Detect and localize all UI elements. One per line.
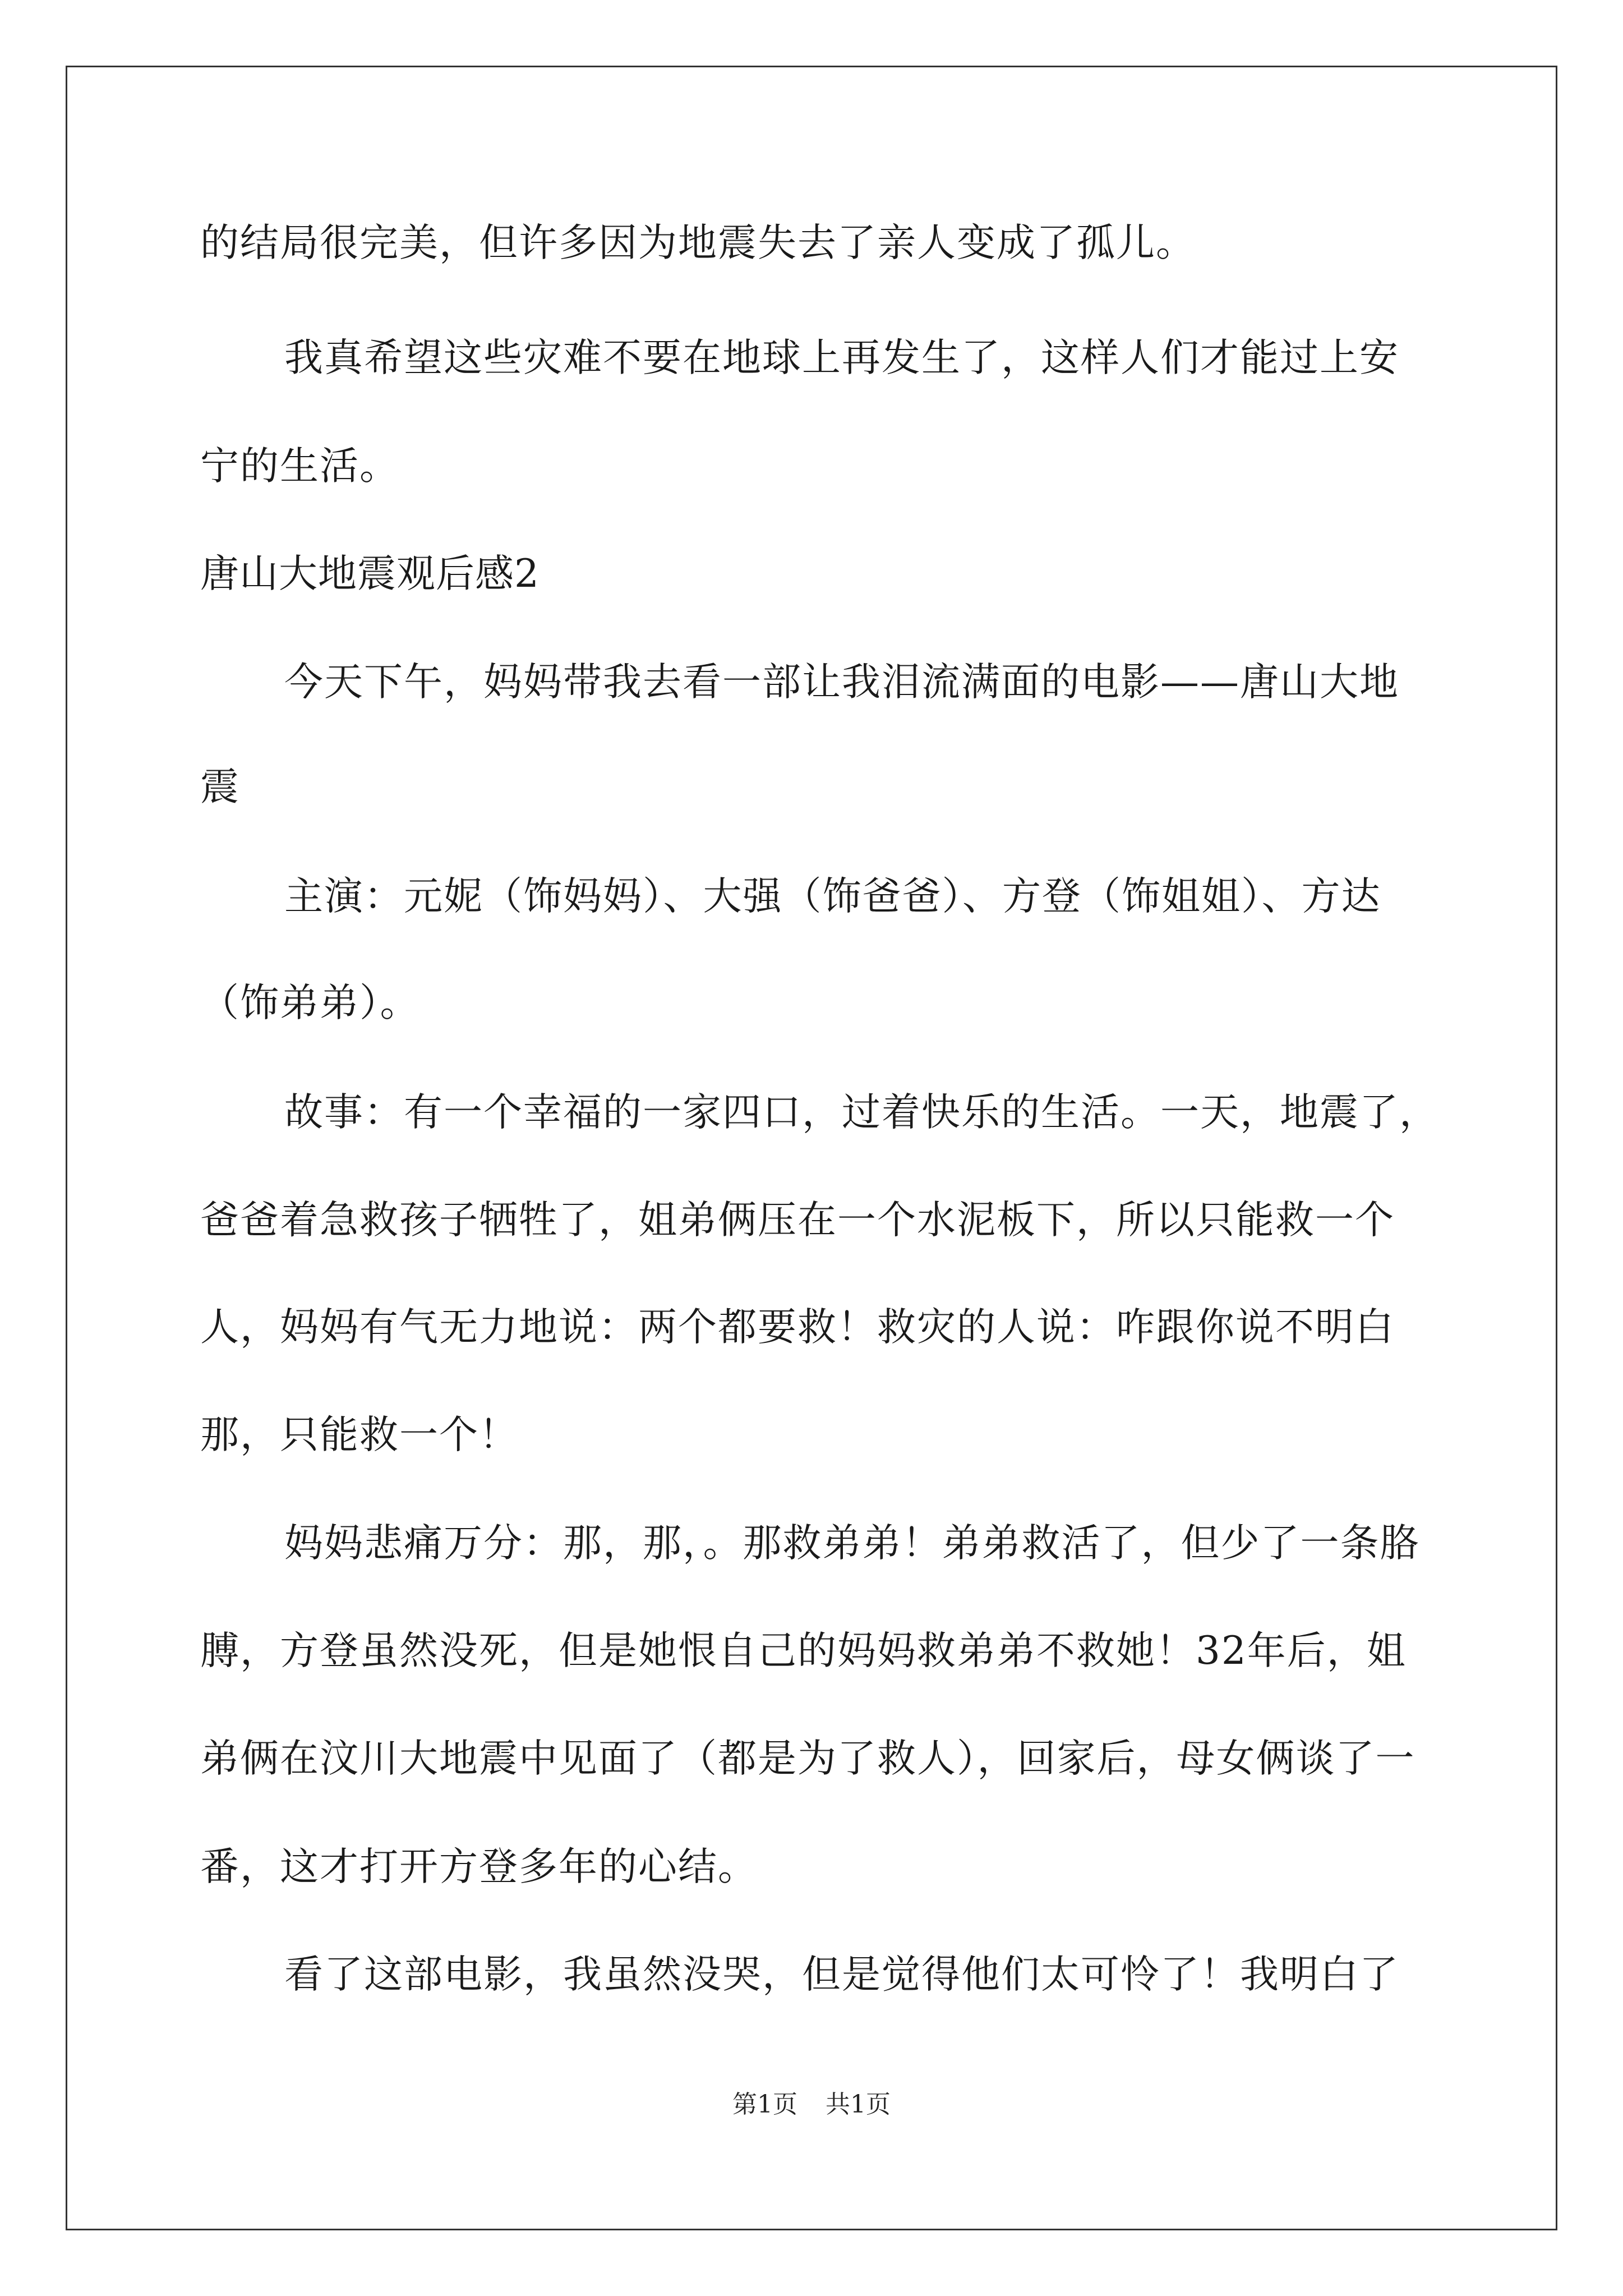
page-total: 共1页 <box>826 2090 891 2119</box>
paragraph-line: 宁的生活。 <box>200 444 399 489</box>
page-number: 第1页 <box>732 2090 797 2119</box>
paragraph-line: （饰弟弟）。 <box>200 981 420 1025</box>
page-footer <box>0 2088 1623 2122</box>
paragraph-line: 今天下午，妈妈带我去看一部让我泪流满面的电影——唐山大地 <box>284 660 1399 705</box>
paragraph-line: 主演：元妮（饰妈妈）、大强（饰爸爸）、方登（饰姐姐）、方达 <box>284 874 1381 919</box>
paragraph-line: 震 <box>200 765 240 809</box>
paragraph-line: 的结局很完美，但许多因为地震失去了亲人变成了孤儿。 <box>200 220 1196 265</box>
paragraph-line: 人，妈妈有气无力地说：两个都要救！救灾的人说：咋跟你说不明白 <box>200 1305 1395 1350</box>
paragraph-line: 我真希望这些灾难不要在地球上再发生了，这样人们才能过上安 <box>284 335 1399 380</box>
section-heading: 唐山大地震观后感2 <box>200 551 540 596</box>
paragraph-line: 弟俩在汶川大地震中见面了（都是为了救人），回家后，母女俩谈了一 <box>200 1736 1415 1781</box>
page-border <box>66 66 1557 2230</box>
paragraph-line: 番，这才打开方登多年的心结。 <box>200 1844 758 1889</box>
paragraph-line: 那，只能救一个！ <box>200 1412 519 1457</box>
paragraph-line: 爸爸着急救孩子牺牲了，姐弟俩压在一个水泥板下，所以只能救一个 <box>200 1198 1395 1243</box>
paragraph-line: 故事：有一个幸福的一家四口，过着快乐的生活。一天，地震了， <box>284 1090 1439 1135</box>
paragraph-line: 妈妈悲痛万分：那，那，。那救弟弟！弟弟救活了，但少了一条胳 <box>284 1521 1420 1566</box>
paragraph-line: 膊，方登虽然没死，但是她恨自己的妈妈救弟弟不救她！32年后，姐 <box>200 1628 1407 1673</box>
paragraph-line: 看了这部电影，我虽然没哭，但是觉得他们太可怜了！我明白了 <box>284 1952 1399 1997</box>
